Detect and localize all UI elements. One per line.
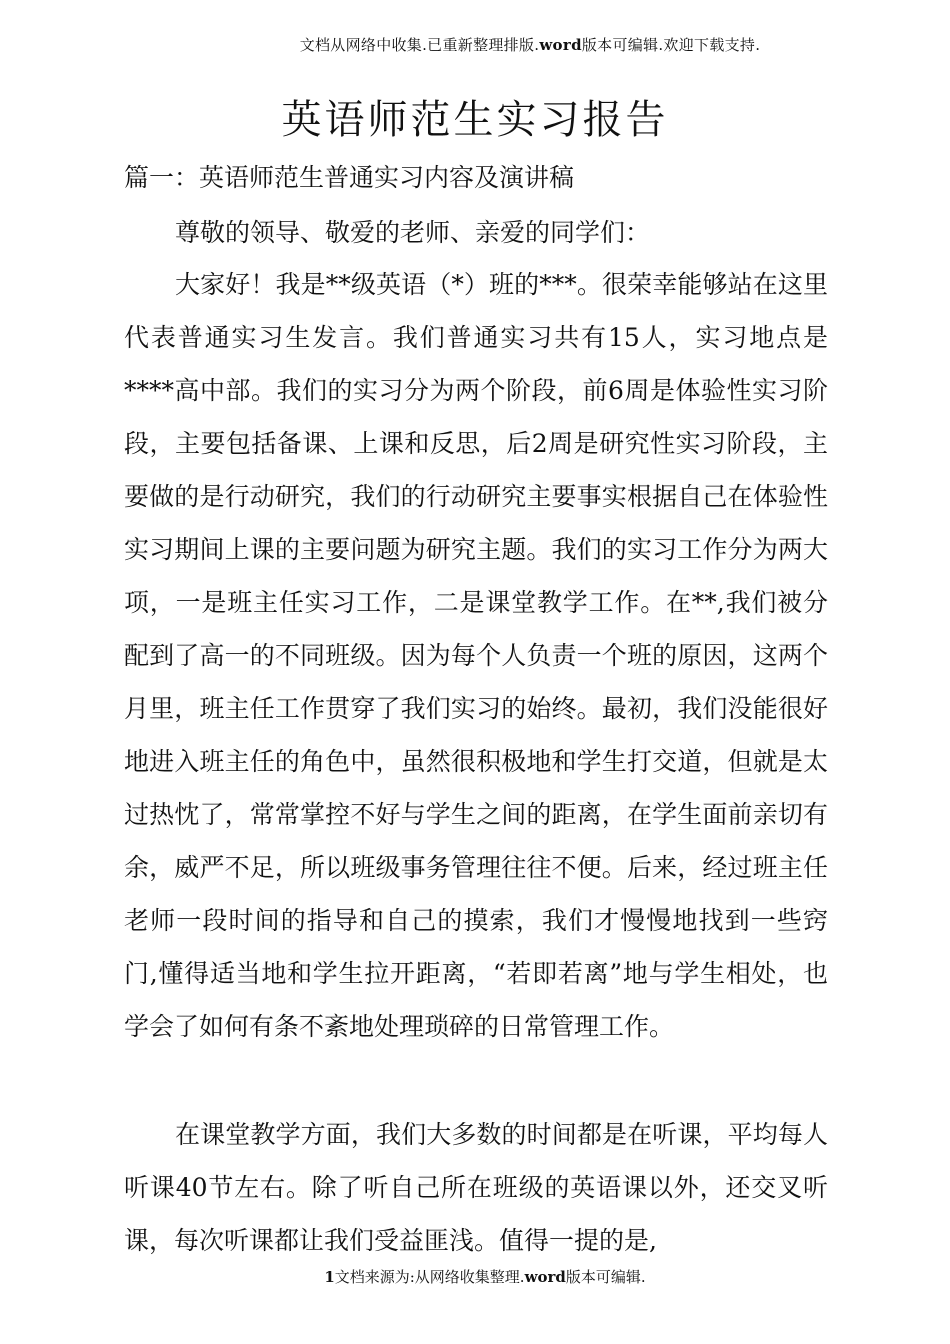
section-heading: 篇一：英语师范生普通实习内容及演讲稿 — [124, 163, 575, 192]
body-paragraph-1: 大家好！我是**级英语（*）班的***。很荣幸能够站在这里代表普通实习生发言。我们普通实习共有15人，实习地点是****高中部。我们的实习分为两个阶段，前6周是体验性实习阶段，主要包括备课、上课和反思，后2周是研究性实习阶段，主要做的是行动研究，我们的行动研究主要事实根据自己在体验性实习期间上课的主要问题为研究主题。我们的实习工作分为两大项，一是班主任实习工作，二是课堂教学工作。在**,我们被分配到了高一的不同班级。因为每个人负责一个班的原因，这两个月里，班主任工作贯穿了我们实习的始终。最初，我们没能很好地进入班主任的角色中，虽然很积极地和学生打交道，但就是太过热忱了，常常掌控不好与学生之间的距离，在学生面前亲切有余，威严不足，所以班级事务管理往往不便。后来，经过班主任老师一段时间的指导和自己的摸索，我们才慢慢地找到一些窍门,懂得适当地和学生拉开距离，“若即若离”地与学生相处，也学会了如何有条不紊地处理琐碎的日常管理工作。 — [124, 270, 828, 1041]
footer-page-number: 1 — [324, 1268, 335, 1286]
page-footer-note — [0, 1266, 950, 1287]
page-header-note — [0, 34, 950, 55]
greeting-line: 尊敬的领导、敬爱的老师、亲爱的同学们： — [175, 218, 651, 247]
document-title: 英语师范生实习报告 — [281, 97, 669, 143]
body-paragraph-2: 在课堂教学方面，我们大多数的时间都是在听课，平均每人听课40节左右。除了听自己所在班级的英语课以外，还交叉听课，每次听课都让我们受益匪浅。值得一提的是, — [124, 1120, 828, 1255]
header-text-before: 文档从网络中收集.已重新整理排版. — [299, 36, 540, 54]
footer-text-after: 版本可编辑. — [565, 1268, 646, 1286]
footer-text-before: 文档来源为:从网络收集整理. — [334, 1268, 525, 1286]
header-text-bold: word — [539, 36, 582, 54]
header-text-after: 版本可编辑.欢迎下载支持. — [581, 36, 761, 54]
footer-text-bold: word — [524, 1268, 566, 1286]
